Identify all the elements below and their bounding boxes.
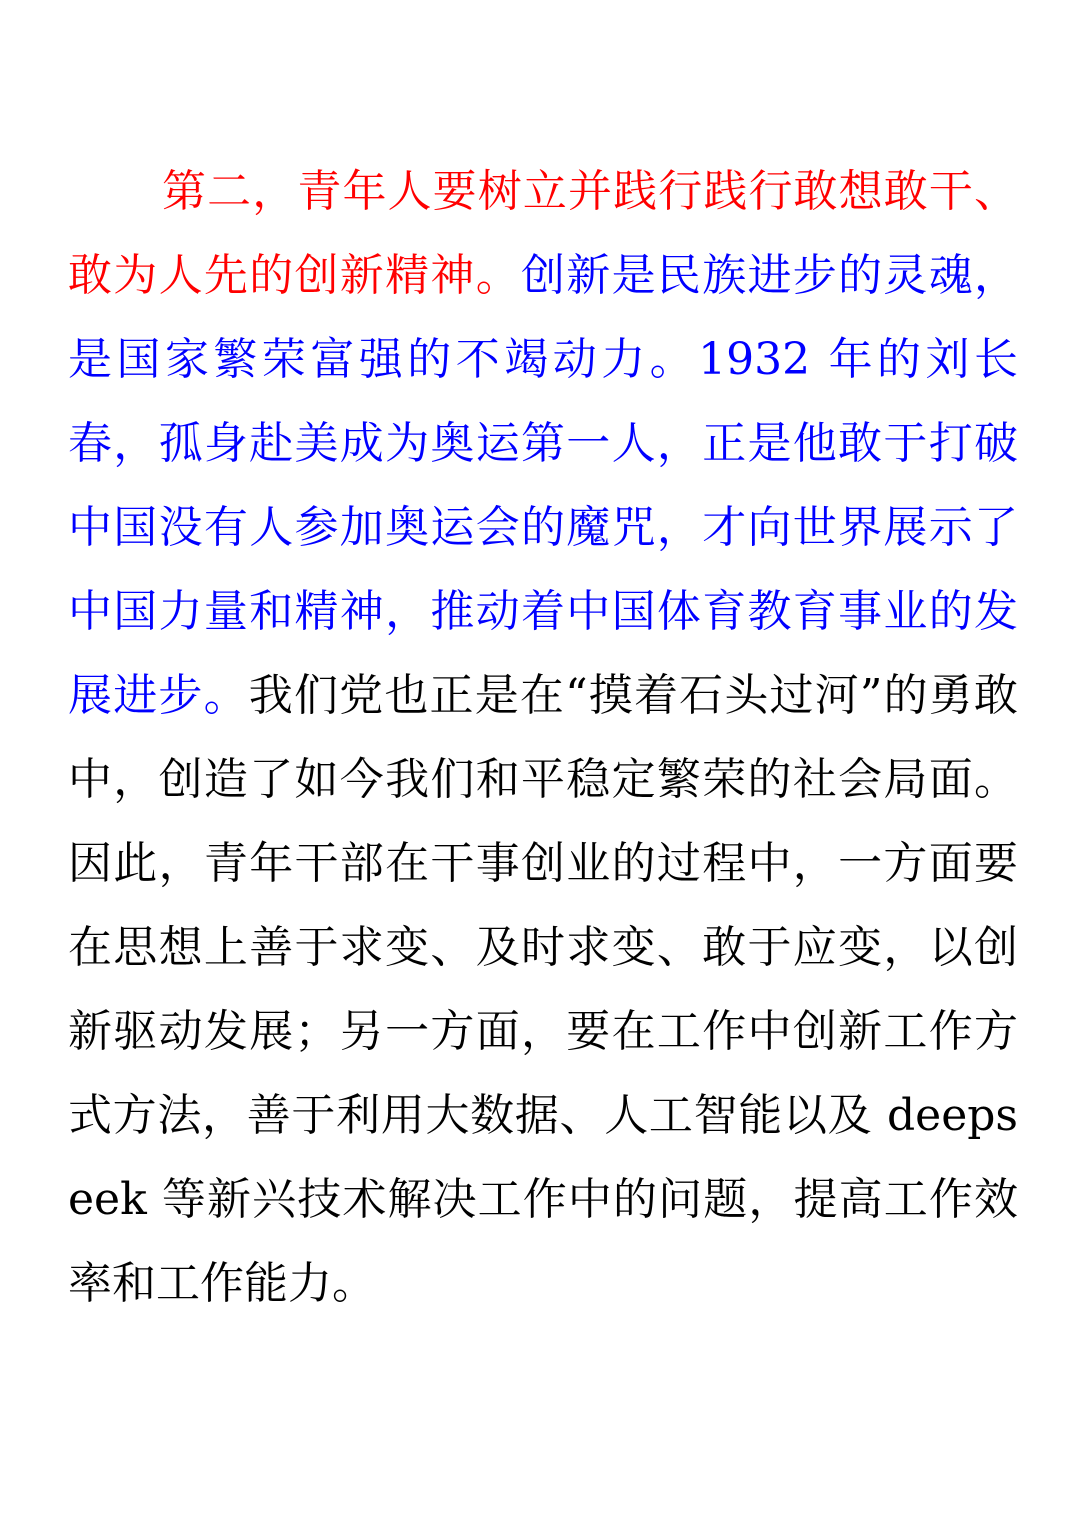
highlighted-text: 创新是民族进步的灵魂，是国家繁荣富强的不竭动力。1932 年的刘长春，孤身赴美成为奥运第一人，正是他敢于打破中国没有人参加奥运会的魔咒，才向世界展示了中国力量和精神，推动着中国体育教育事业的发展进步。: [68, 250, 1018, 721]
body-text: 我们党也正是在“摸着石头过河”的勇敢中，创造了如今我们和平稳定繁荣的社会局面。因此，青年干部在干事创业的过程中，一方面要在思想上善于求变、及时求变、敢于应变，以创新驱动发展；另一方面，要在工作中创新工作方式方法，善于利用大数据、人工智能以及 deepseek 等新兴技术解决工作中的问题，提高工作效率和工作能力。: [68, 670, 1018, 1309]
body-paragraph: [68, 150, 1018, 1326]
paragraph-heading: 第二，青年人要树立并践行践行敢想敢干、敢为人先的创新精神。: [68, 166, 1018, 301]
